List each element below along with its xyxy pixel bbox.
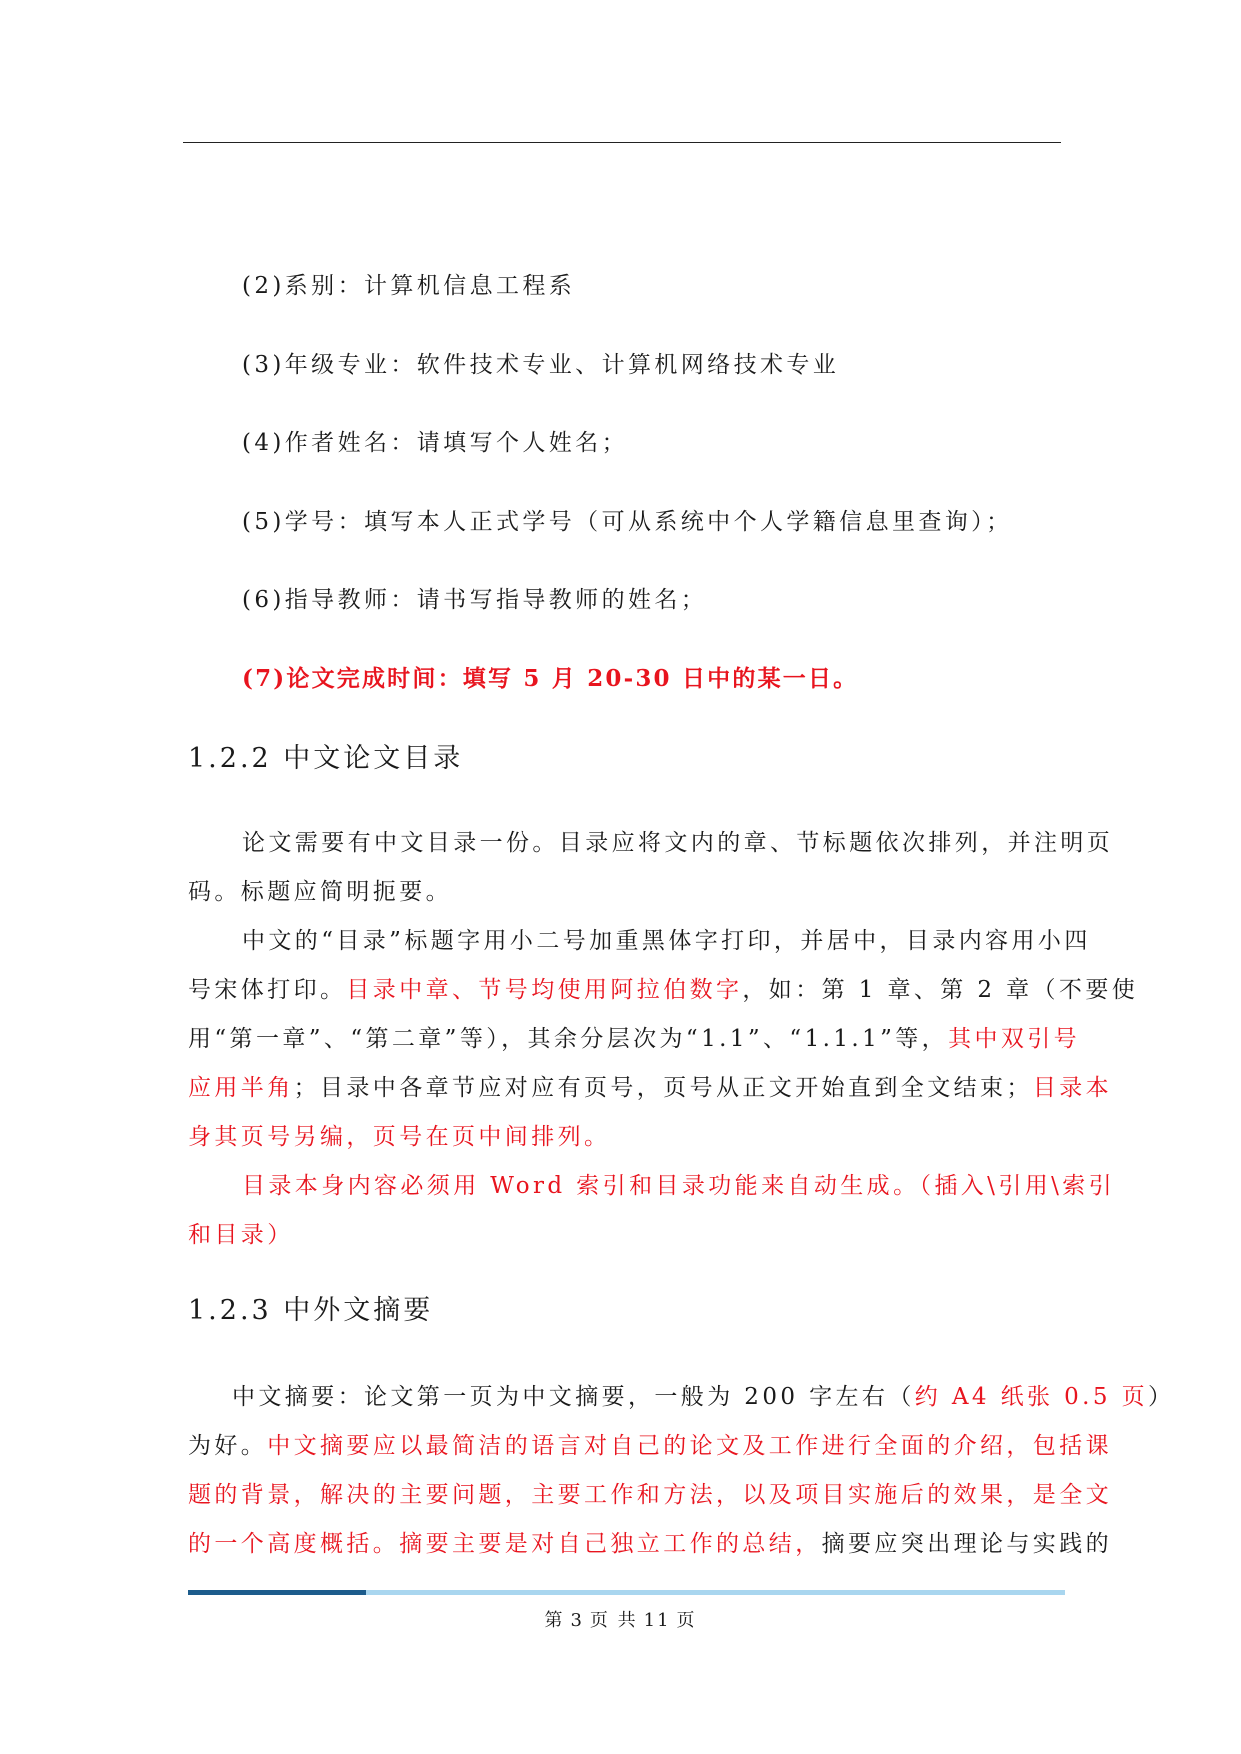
- section-heading-1-2-2: 1.2.2 中文论文目录: [188, 743, 464, 774]
- paragraph-line: 目录本身内容必须用 Word 索引和目录功能来自动生成。（插入\引用\索引: [242, 1173, 1116, 1199]
- paragraph-line: 论文需要有中文目录一份。目录应将文内的章、节标题依次排列，并注明页: [242, 830, 1114, 856]
- paragraph-line: 和目录）: [188, 1222, 294, 1248]
- section-heading-1-2-3: 1.2.3 中外文摘要: [188, 1295, 434, 1326]
- paragraph-line: 中文摘要：论文第一页为中文摘要，一般为 200 字左右（约 A4 纸张 0.5 页）: [232, 1384, 1175, 1410]
- footer-bar-dark: [188, 1590, 366, 1595]
- paragraph-line: 题的背景，解决的主要问题，主要工作和方法，以及项目实施后的效果，是全文: [188, 1482, 1112, 1508]
- list-item-5: (5)学号：填写本人正式学号（可从系统中个人学籍信息里查询）；: [242, 509, 1013, 535]
- paragraph-line: 码。标题应简明扼要。: [188, 879, 452, 905]
- paragraph-line: 为好。中文摘要应以最简洁的语言对自己的论文及工作进行全面的介绍，包括课: [188, 1433, 1113, 1459]
- list-item-4: (4)作者姓名：请填写个人姓名；: [242, 430, 628, 456]
- paragraph-line: 的一个高度概括。摘要主要是对自己独立工作的总结，摘要应突出理论与实践的: [188, 1531, 1113, 1557]
- list-item-2: (2)系别：计算机信息工程系: [242, 273, 576, 299]
- paragraph-line: 应用半角；目录中各章节应对应有页号，页号从正文开始直到全文结束；目录本: [188, 1075, 1113, 1101]
- footer-bar-light: [366, 1590, 1065, 1595]
- paragraph-line: 号宋体打印。目录中章、节号均使用阿拉伯数字，如：第 1 章、第 2 章（不要使: [188, 977, 1139, 1003]
- header-rule: [183, 142, 1061, 143]
- paragraph-line: 中文的“目录”标题字用小二号加重黑体字打印，并居中，目录内容用小四: [242, 928, 1091, 954]
- list-item-7: (7)论文完成时间：填写 5 月 20-30 日中的某一日。: [242, 665, 859, 692]
- page-number: 第 3 页 共 11 页: [544, 1610, 697, 1631]
- list-item-3: (3)年级专业：软件技术专业、计算机网络技术专业: [242, 352, 840, 378]
- paragraph-line: 身其页号另编，页号在页中间排列。: [188, 1124, 611, 1150]
- list-item-6: (6)指导教师：请书写指导教师的姓名；: [242, 587, 708, 613]
- paragraph-line: 用“第一章”、“第二章”等），其余分层次为“1.1”、“1.1.1”等，其中双引号: [188, 1026, 1081, 1052]
